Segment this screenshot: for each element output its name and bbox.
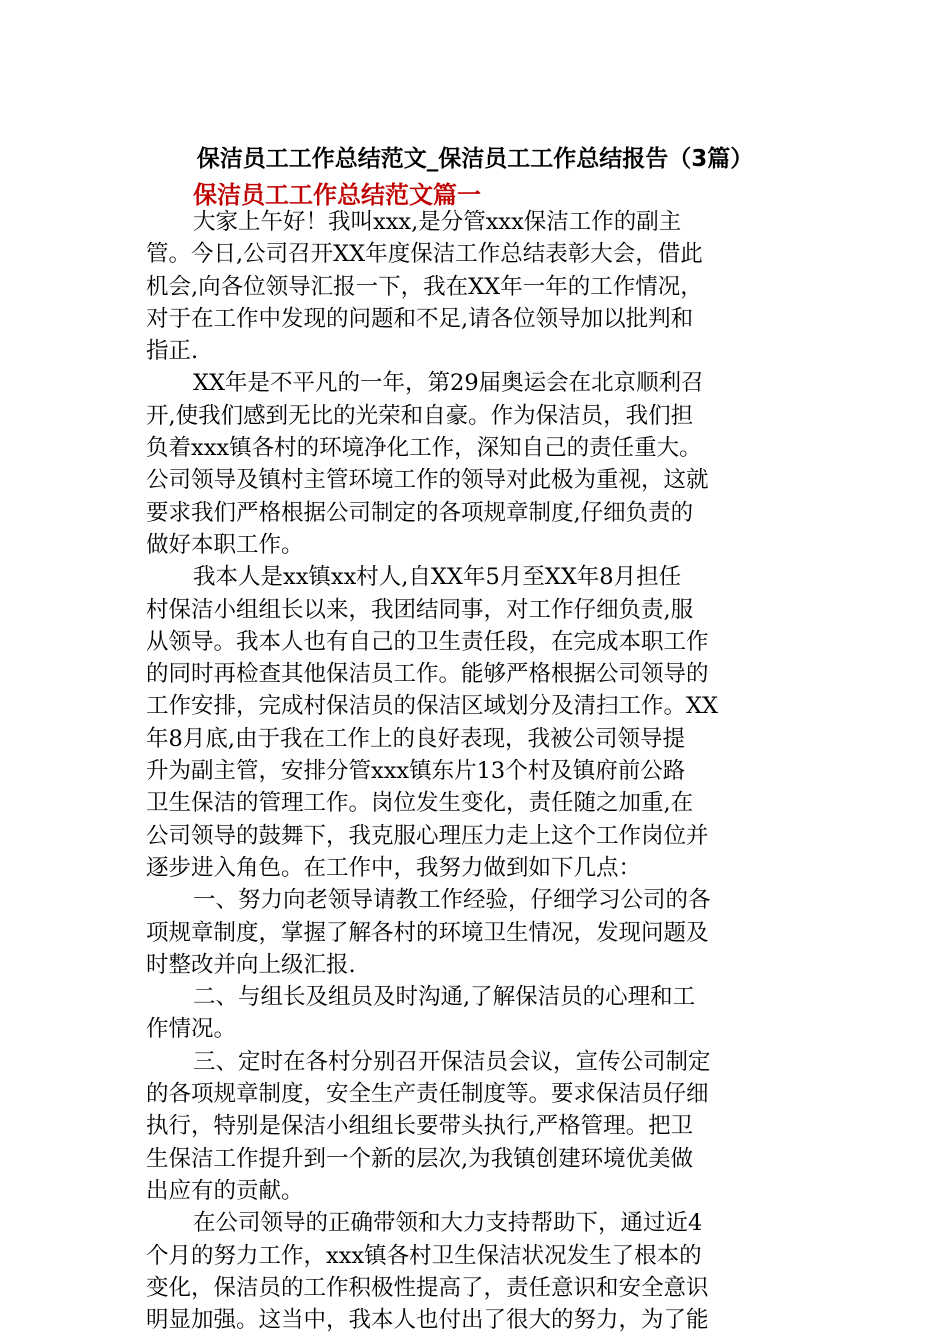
text-line: 执行，特别是保洁小组组长要带头执行,严格管理。把卫 — [146, 1113, 694, 1140]
text-line: 负着xxx镇各村的环境净化工作，深知自己的责任重大。 — [146, 435, 702, 462]
text-line: 明显加强。这当中，我本人也付出了很大的努力，为了能 — [146, 1307, 709, 1334]
text-line: 公司领导的鼓舞下，我克服心理压力走上这个工作岗位并 — [146, 822, 709, 849]
text-line: 卫生保洁的管理工作。岗位发生变化，责任随之加重,在 — [146, 790, 694, 817]
text-line: 的各项规章制度，安全生产责任制度等。要求保洁员仔细 — [146, 1081, 709, 1108]
text-line: 个月的努力工作，xxx镇各村卫生保洁状况发生了根本的 — [146, 1242, 702, 1269]
text-line: 指正. — [146, 338, 199, 365]
text-line: 公司领导及镇村主管环境工作的领导对此极为重视，这就 — [146, 467, 709, 494]
text-line: 工作安排，完成村保洁员的保洁区域划分及清扫工作。XX — [146, 693, 719, 720]
text-line: 逐步进入角色。在工作中，我努力做到如下几点： — [146, 854, 642, 881]
text-line: 项规章制度，掌握了解各村的环境卫生情况，发现问题及 — [146, 919, 709, 946]
text-line: 升为副主管，安排分管xxx镇东片13个村及镇府前公路 — [146, 758, 686, 785]
section-heading: 保洁员工工作总结范文篇一 — [193, 181, 481, 209]
text-line: 我本人是xx镇xx村人,自XX年5月至XX年8月担任 — [193, 564, 682, 591]
text-line: 时整改并向上级汇报. — [146, 951, 356, 978]
text-line: 年8月底,由于我在工作上的良好表现，我被公司领导提 — [146, 725, 685, 752]
text-line: 要求我们严格根据公司制定的各项规章制度,仔细负责的 — [146, 499, 694, 526]
text-line: XX年是不平凡的一年，第29届奥运会在北京顺利召 — [193, 370, 704, 397]
text-line: 一、努力向老领导请教工作经验，仔细学习公司的各 — [193, 887, 711, 914]
text-line: 管。今日,公司召开XX年度保洁工作总结表彰大会，借此 — [146, 241, 703, 268]
text-line: 的同时再检查其他保洁员工作。能够严格根据公司领导的 — [146, 661, 709, 688]
text-line: 做好本职工作。 — [146, 531, 304, 558]
text-line: 作情况。 — [146, 1016, 237, 1043]
text-line: 从领导。我本人也有自己的卫生责任段，在完成本职工作 — [146, 628, 709, 655]
text-line: 二、与组长及组员及时沟通,了解保洁员的心理和工 — [193, 984, 696, 1011]
text-line: 大家上午好！我叫xxx,是分管xxx保洁工作的副主 — [193, 209, 682, 235]
text-line: 对于在工作中发现的问题和不足,请各位领导加以批判和 — [146, 305, 694, 332]
text-line: 生保洁工作提升到一个新的层次,为我镇创建环境优美做 — [146, 1145, 694, 1172]
document-title: 保洁员工工作总结范文_保洁员工工作总结报告（3篇） — [196, 146, 754, 172]
text-line: 在公司领导的正确带领和大力支持帮助下，通过近4 — [193, 1210, 703, 1237]
text-line: 村保洁小组组长以来，我团结同事，对工作仔细负责,服 — [146, 596, 694, 623]
text-line: 机会,向各位领导汇报一下，我在XX年一年的工作情况， — [146, 273, 703, 300]
text-line: 三、定时在各村分别召开保洁员会议，宣传公司制定 — [193, 1048, 711, 1075]
text-line: 变化，保洁员的工作积极性提高了，责任意识和安全意识 — [146, 1274, 709, 1301]
text-line: 开,使我们感到无比的光荣和自豪。作为保洁员，我们担 — [146, 402, 694, 429]
body-text — [146, 206, 786, 1336]
text-line: 出应有的贡献。 — [146, 1177, 304, 1204]
